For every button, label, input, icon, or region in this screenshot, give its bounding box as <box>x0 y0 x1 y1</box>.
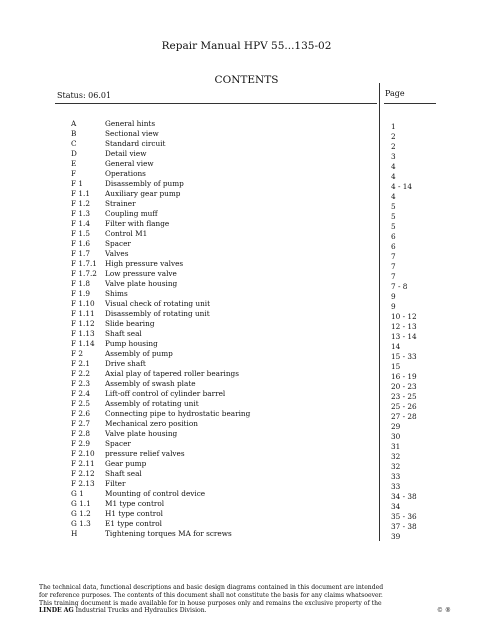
toc-section-code: G 1.1 <box>71 499 91 508</box>
toc-section-code: F 2.12 <box>71 469 95 478</box>
toc-section-code: F 2.2 <box>71 369 90 378</box>
header-rule-right <box>384 103 436 104</box>
header-rule-left <box>55 103 377 104</box>
toc-section-code: F 1.8 <box>71 279 90 288</box>
toc-row <box>71 259 461 269</box>
toc-section-title: Assembly of rotating unit <box>105 399 199 408</box>
toc-page-number: 4 - 14 <box>391 182 413 191</box>
toc-row <box>71 119 461 129</box>
toc-page-number: 10 - 12 <box>391 312 417 321</box>
toc-section-title: Sectional view <box>105 129 159 138</box>
toc-row <box>71 299 461 309</box>
toc-section-title: Valves <box>105 249 129 258</box>
toc-page-number: 2 <box>391 132 396 141</box>
toc-section-title: Axial play of tapered roller bearings <box>105 369 239 378</box>
toc-page-number: 25 - 26 <box>391 402 417 411</box>
toc-section-code: B <box>71 129 77 138</box>
toc-section-code: F 2.6 <box>71 409 90 418</box>
footer-line <box>39 607 459 615</box>
toc-page-number: 15 <box>391 362 401 371</box>
toc-page-number: 32 <box>391 452 401 461</box>
toc-page-number: 4 <box>391 162 396 171</box>
toc-section-title: General hints <box>105 119 156 128</box>
toc-row <box>71 129 461 139</box>
toc-section-title: Mechanical zero position <box>105 419 198 428</box>
toc-section-code: F 1.11 <box>71 309 95 318</box>
toc-section-title: Mounting of control device <box>105 489 206 498</box>
toc-section-code: F 1 <box>71 179 84 188</box>
toc-section-title: Shaft seal <box>105 329 142 338</box>
toc-row <box>71 149 461 159</box>
toc-page-number: 6 <box>391 232 396 241</box>
toc-row <box>71 279 461 289</box>
toc-page-number: 34 - 38 <box>391 492 417 501</box>
toc-page-number: 34 <box>391 502 401 511</box>
toc-section-code: F 1.12 <box>71 319 95 328</box>
toc-row <box>71 459 461 469</box>
toc-section-code: F 1.7 <box>71 249 90 258</box>
toc-row <box>71 239 461 249</box>
toc-page-number: 2 <box>391 142 396 151</box>
toc-row <box>71 489 461 499</box>
toc-section-code: F 2 <box>71 349 84 358</box>
footer-line: The technical data, functional descriptions and basic design diagrams contained in this document are intended <box>39 584 384 591</box>
toc-page-number: 4 <box>391 172 396 181</box>
toc-row <box>71 519 461 529</box>
toc-row <box>71 219 461 229</box>
toc-row <box>71 529 461 539</box>
toc-row <box>71 249 461 259</box>
toc-page-number: 31 <box>391 442 401 451</box>
toc-section-title: Auxiliary gear pump <box>105 189 181 198</box>
toc-page-number: 30 <box>391 432 401 441</box>
toc-row <box>71 269 461 279</box>
toc-section-code: G 1.3 <box>71 519 91 528</box>
toc-row <box>71 209 461 219</box>
toc-section-code: A <box>71 119 77 128</box>
toc-row <box>71 229 461 239</box>
toc-section-title: Disassembly of pump <box>105 179 184 188</box>
toc-page-number: 9 <box>391 292 396 301</box>
toc-page-number: 33 <box>391 482 401 491</box>
toc-page-number: 12 - 13 <box>391 322 417 331</box>
toc-row <box>71 189 461 199</box>
toc-section-title: Filter <box>105 479 126 488</box>
toc-section-code: F 1.4 <box>71 219 90 228</box>
toc-section-code: F 2.11 <box>71 459 95 468</box>
toc-section-code: E <box>71 159 77 168</box>
toc-section-code: F 1.14 <box>71 339 95 348</box>
toc-page-number: 29 <box>391 422 401 431</box>
toc-section-title: Standard circuit <box>105 139 166 148</box>
toc-page-number: 6 <box>391 242 396 251</box>
toc-row <box>71 359 461 369</box>
toc-section-title: Lift-off control of cylinder barrel <box>105 389 226 398</box>
toc-page-number: 23 - 25 <box>391 392 417 401</box>
toc-section-code: F <box>71 169 77 178</box>
toc-section-title: Pump housing <box>105 339 158 348</box>
toc-page-number: 5 <box>391 212 396 221</box>
toc-section-code: F 2.1 <box>71 359 90 368</box>
toc-section-title: Shaft seal <box>105 469 142 478</box>
toc-page-number: 5 <box>391 202 396 211</box>
toc-section-title: Detail view <box>105 149 147 158</box>
toc-section-title: Valve plate housing <box>105 429 178 438</box>
toc-section-title: Assembly of swash plate <box>105 379 196 388</box>
footer-line: for reference purposes. The contents of this document shall not constitute the basis for any claims whatsoever. <box>39 591 383 599</box>
toc-section-code: F 2.9 <box>71 439 90 448</box>
toc-section-title: Tightening torques MA for screws <box>105 529 232 538</box>
toc-page-number: 7 <box>391 262 396 271</box>
toc-row <box>71 169 461 179</box>
toc-page-number: 5 <box>391 222 396 231</box>
toc-page-number: 9 <box>391 302 396 311</box>
disclaimer-footer <box>39 584 459 615</box>
toc-row <box>71 139 461 149</box>
toc-row <box>71 329 461 339</box>
toc-section-code: F 1.13 <box>71 329 95 338</box>
toc-section-title: Valve plate housing <box>105 279 178 288</box>
toc-row <box>71 429 461 439</box>
toc-section-title: Gear pump <box>105 459 147 468</box>
company-name: LINDE AG <box>39 607 74 615</box>
toc-page-number: 27 - 28 <box>391 412 417 421</box>
toc-section-title: Shims <box>105 289 128 298</box>
toc-row <box>71 379 461 389</box>
document-title: Repair Manual HPV 55...135-02 <box>161 40 332 52</box>
toc-section-title: Control M1 <box>105 229 148 238</box>
toc-row <box>71 349 461 359</box>
toc-section-title: H1 type control <box>105 509 164 518</box>
toc-row <box>71 199 461 209</box>
toc-section-title: High pressure valves <box>105 259 184 268</box>
toc-section-title: pressure relief valves <box>105 449 185 458</box>
toc-page-number: 35 - 36 <box>391 512 417 521</box>
toc-section-code: F 1.1 <box>71 189 90 198</box>
toc-row <box>71 389 461 399</box>
toc-section-code: G 1.2 <box>71 509 91 518</box>
toc-section-title: Filter with flange <box>105 219 170 228</box>
toc-page-number: 7 - 8 <box>391 282 408 291</box>
toc-section-title: Disassembly of rotating unit <box>105 309 210 318</box>
footer-line: This training document is made available for in house purposes only and remains the exclusive property of the <box>39 599 382 607</box>
toc-section-code: F 1.7.1 <box>71 259 97 268</box>
toc-section-title: Coupling muff <box>105 209 158 218</box>
toc-section-title: E1 type control <box>105 519 162 528</box>
toc-row <box>71 509 461 519</box>
toc-section-code: F 1.7.2 <box>71 269 97 278</box>
toc-section-code: F 1.10 <box>71 299 95 308</box>
toc-section-code: F 2.8 <box>71 429 90 438</box>
toc-section-code: F 2.10 <box>71 449 95 458</box>
toc-section-title: Operations <box>105 169 146 178</box>
toc-page-number: 14 <box>391 342 401 351</box>
toc-row <box>71 409 461 419</box>
toc-section-code: F 1.6 <box>71 239 90 248</box>
toc-row <box>71 369 461 379</box>
toc-row <box>71 449 461 459</box>
toc-section-code: F 2.7 <box>71 419 90 428</box>
toc-section-title: Visual check of rotating unit <box>105 299 211 308</box>
toc-section-code: F 2.3 <box>71 379 90 388</box>
division-text: Industrial Trucks and Hydraulics Division. <box>73 607 207 615</box>
toc-row <box>71 179 461 189</box>
toc-page-number: 7 <box>391 252 396 261</box>
toc-section-code: F 2.4 <box>71 389 90 398</box>
toc-page-number: 16 - 19 <box>391 372 417 381</box>
table-of-contents <box>71 119 461 539</box>
toc-section-code: F 1.9 <box>71 289 90 298</box>
toc-page-number: 4 <box>391 192 396 201</box>
toc-section-title: Drive shaft <box>105 359 146 368</box>
toc-page-number: 32 <box>391 462 401 471</box>
toc-row <box>71 419 461 429</box>
toc-section-title: Slide bearing <box>105 319 155 328</box>
toc-section-title: M1 type control <box>105 499 165 508</box>
toc-section-code: C <box>71 139 77 148</box>
toc-section-code: F 1.2 <box>71 199 90 208</box>
toc-row <box>71 159 461 169</box>
toc-page-number: 7 <box>391 272 396 281</box>
toc-section-title: Strainer <box>105 199 136 208</box>
toc-page-number: 1 <box>391 122 396 131</box>
toc-page-number: 3 <box>391 152 396 161</box>
toc-row <box>71 439 461 449</box>
toc-page-number: 15 - 33 <box>391 352 417 361</box>
contents-heading: CONTENTS <box>214 74 279 86</box>
toc-row <box>71 479 461 489</box>
toc-page-number: 37 - 38 <box>391 522 417 531</box>
page-column-heading: Page <box>385 89 405 98</box>
status-label: Status: 06.01 <box>57 91 112 100</box>
toc-section-code: F 1.3 <box>71 209 90 218</box>
toc-section-title: Connecting pipe to hydrostatic bearing <box>105 409 251 418</box>
toc-row <box>71 289 461 299</box>
toc-page-number: 39 <box>391 532 401 541</box>
toc-section-code: H <box>71 529 78 538</box>
toc-section-title: Spacer <box>105 239 131 248</box>
toc-page-number: 20 - 23 <box>391 382 417 391</box>
toc-page-number: 13 - 14 <box>391 332 417 341</box>
toc-section-code: G 1 <box>71 489 84 498</box>
toc-section-code: F 1.5 <box>71 229 90 238</box>
toc-row <box>71 319 461 329</box>
copyright-symbols: © ® <box>436 607 451 615</box>
toc-row <box>71 499 461 509</box>
toc-page-number: 33 <box>391 472 401 481</box>
toc-section-title: Assembly of pump <box>105 349 173 358</box>
toc-row <box>71 339 461 349</box>
toc-row <box>71 399 461 409</box>
toc-section-title: General view <box>105 159 154 168</box>
toc-section-code: D <box>71 149 77 158</box>
toc-section-title: Low pressure valve <box>105 269 177 278</box>
toc-row <box>71 469 461 479</box>
toc-section-title: Spacer <box>105 439 131 448</box>
toc-row <box>71 309 461 319</box>
toc-section-code: F 2.13 <box>71 479 95 488</box>
toc-section-code: F 2.5 <box>71 399 90 408</box>
